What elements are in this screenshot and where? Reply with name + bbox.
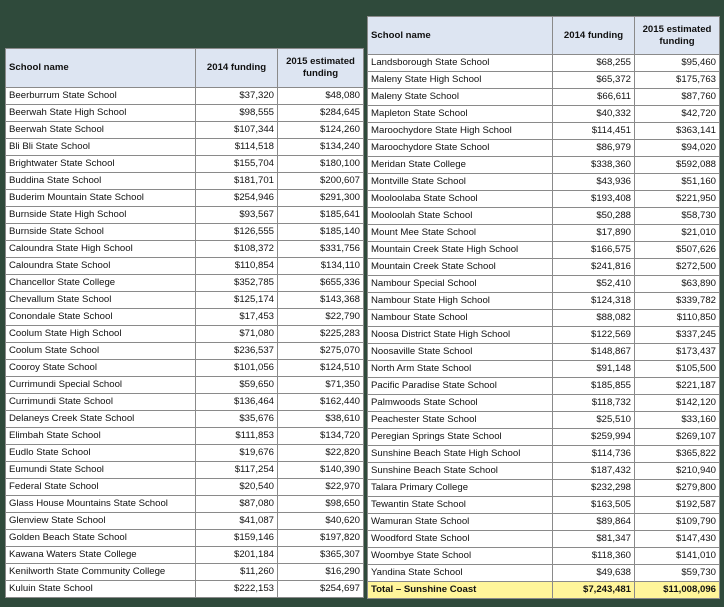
funding-2014-cell: $40,332: [553, 106, 635, 123]
funding-2015-cell: $162,440: [278, 394, 364, 411]
school-name-cell: Beerwah State High School: [6, 105, 196, 122]
funding-2015-cell: $134,720: [278, 428, 364, 445]
funding-table-left: [5, 48, 364, 598]
table-row: [6, 156, 364, 173]
funding-2014-cell: $232,298: [553, 480, 635, 497]
table-row: [368, 310, 720, 327]
table-row: [6, 513, 364, 530]
table-row: [6, 309, 364, 326]
funding-2015-cell: $141,010: [635, 548, 720, 565]
table-row: [6, 326, 364, 343]
funding-2014-cell: $110,854: [196, 258, 278, 275]
funding-2014-cell: $114,736: [553, 446, 635, 463]
funding-2014-cell: $193,408: [553, 191, 635, 208]
funding-2015-cell: $110,850: [635, 310, 720, 327]
school-name-cell: Pacific Paradise State School: [368, 378, 553, 395]
funding-2015-cell: $291,300: [278, 190, 364, 207]
funding-2015-cell: $71,350: [278, 377, 364, 394]
funding-2015-cell: $51,160: [635, 174, 720, 191]
table-row: [6, 411, 364, 428]
table-row: [6, 530, 364, 547]
funding-2015-cell: $365,307: [278, 547, 364, 564]
funding-2015-cell: $331,756: [278, 241, 364, 258]
funding-2014-cell: $126,555: [196, 224, 278, 241]
funding-2015-header: 2015 estimated funding: [278, 49, 364, 88]
funding-2015-cell: $124,510: [278, 360, 364, 377]
school-name-cell: Mapleton State School: [368, 106, 553, 123]
table-row: [368, 140, 720, 157]
funding-2014-cell: $136,464: [196, 394, 278, 411]
funding-2014-cell: $17,890: [553, 225, 635, 242]
funding-2014-cell: $65,372: [553, 72, 635, 89]
table-row: [368, 412, 720, 429]
funding-2015-cell: $143,368: [278, 292, 364, 309]
table-row: [368, 106, 720, 123]
table-row: [368, 531, 720, 548]
table-row: [6, 428, 364, 445]
school-name-cell: Maroochydore State High School: [368, 123, 553, 140]
school-name-cell: Chevallum State School: [6, 292, 196, 309]
funding-2014-cell: $108,372: [196, 241, 278, 258]
table-row: [6, 343, 364, 360]
funding-2015-cell: $22,820: [278, 445, 364, 462]
school-name-cell: Sunshine Beach State High School: [368, 446, 553, 463]
school-name-cell: Glass House Mountains State School: [6, 496, 196, 513]
school-name-cell: Conondale State School: [6, 309, 196, 326]
funding-2014-cell: $259,994: [553, 429, 635, 446]
table-header-row: [368, 17, 720, 55]
funding-table-right: [367, 16, 720, 599]
funding-2015-cell: $221,187: [635, 378, 720, 395]
table-row: [6, 88, 364, 105]
funding-2014-cell: $98,555: [196, 105, 278, 122]
funding-2015-cell: $173,437: [635, 344, 720, 361]
funding-2014-cell: $107,344: [196, 122, 278, 139]
school-name-cell: Talara Primary College: [368, 480, 553, 497]
table-row: [6, 105, 364, 122]
funding-2015-cell: $337,245: [635, 327, 720, 344]
table-row: [368, 208, 720, 225]
table-row: [368, 225, 720, 242]
funding-2014-cell: $66,611: [553, 89, 635, 106]
school-name-cell: Coolum State High School: [6, 326, 196, 343]
funding-2015-cell: $221,950: [635, 191, 720, 208]
table-row: [368, 276, 720, 293]
funding-2015-cell: $507,626: [635, 242, 720, 259]
funding-2014-cell: $87,080: [196, 496, 278, 513]
table-row: [368, 259, 720, 276]
school-name-cell: Kuluin State School: [6, 581, 196, 598]
funding-2015-cell: $225,283: [278, 326, 364, 343]
school-name-cell: Cooroy State School: [6, 360, 196, 377]
school-name-cell: Buddina State School: [6, 173, 196, 190]
funding-2015-cell: $279,800: [635, 480, 720, 497]
school-name-cell: Brightwater State School: [6, 156, 196, 173]
table-row: [6, 258, 364, 275]
table-row: [368, 55, 720, 72]
funding-2014-cell: $11,260: [196, 564, 278, 581]
school-name-cell: Elimbah State School: [6, 428, 196, 445]
school-name-cell: Mooloolaba State School: [368, 191, 553, 208]
table-row: [6, 479, 364, 496]
school-name-cell: Peregian Springs State School: [368, 429, 553, 446]
funding-2015-cell: $16,290: [278, 564, 364, 581]
funding-2014-cell: $236,537: [196, 343, 278, 360]
funding-2014-cell: $49,638: [553, 565, 635, 582]
total-label: Total – Sunshine Coast: [368, 582, 553, 599]
funding-2015-cell: $59,730: [635, 565, 720, 582]
funding-2014-cell: $352,785: [196, 275, 278, 292]
funding-2015-cell: $98,650: [278, 496, 364, 513]
school-name-cell: Coolum State School: [6, 343, 196, 360]
funding-2015-header: 2015 estimated funding: [635, 17, 720, 55]
table-row: [368, 497, 720, 514]
funding-2014-cell: $35,676: [196, 411, 278, 428]
funding-2015-cell: $655,336: [278, 275, 364, 292]
table-row: [368, 293, 720, 310]
total-2015: $11,008,096: [635, 582, 720, 599]
funding-2015-cell: $124,260: [278, 122, 364, 139]
school-name-cell: Eudlo State School: [6, 445, 196, 462]
funding-2014-cell: $86,979: [553, 140, 635, 157]
school-name-cell: Woombye State School: [368, 548, 553, 565]
school-name-cell: Meridan State College: [368, 157, 553, 174]
funding-2014-cell: $91,148: [553, 361, 635, 378]
funding-2015-cell: $339,782: [635, 293, 720, 310]
table-row: [6, 292, 364, 309]
funding-2014-cell: $43,936: [553, 174, 635, 191]
school-name-cell: Noosa District State High School: [368, 327, 553, 344]
funding-2015-cell: $87,760: [635, 89, 720, 106]
table-row: [368, 72, 720, 89]
funding-2014-cell: $50,288: [553, 208, 635, 225]
table-header-row: [6, 49, 364, 88]
funding-2015-cell: $140,390: [278, 462, 364, 479]
funding-2015-cell: $284,645: [278, 105, 364, 122]
funding-2015-cell: $197,820: [278, 530, 364, 547]
funding-2014-cell: $124,318: [553, 293, 635, 310]
funding-2014-cell: $201,184: [196, 547, 278, 564]
school-name-cell: Chancellor State College: [6, 275, 196, 292]
funding-2014-cell: $222,153: [196, 581, 278, 598]
funding-2014-cell: $93,567: [196, 207, 278, 224]
funding-2014-cell: $125,174: [196, 292, 278, 309]
school-name-cell: Eumundi State School: [6, 462, 196, 479]
table-row: [368, 480, 720, 497]
funding-2014-cell: $122,569: [553, 327, 635, 344]
table-row: [6, 224, 364, 241]
funding-2014-header: 2014 funding: [196, 49, 278, 88]
funding-2014-cell: $185,855: [553, 378, 635, 395]
funding-2014-cell: $114,518: [196, 139, 278, 156]
table-row: [6, 445, 364, 462]
school-name-cell: Caloundra State High School: [6, 241, 196, 258]
funding-2014-cell: $166,575: [553, 242, 635, 259]
funding-2014-cell: $19,676: [196, 445, 278, 462]
funding-2015-cell: $94,020: [635, 140, 720, 157]
funding-2014-cell: $81,347: [553, 531, 635, 548]
school-name-cell: Beerburrum State School: [6, 88, 196, 105]
table-row: [368, 514, 720, 531]
table-row: [368, 157, 720, 174]
school-name-cell: Buderim Mountain State School: [6, 190, 196, 207]
school-name-cell: Glenview State School: [6, 513, 196, 530]
school-name-cell: Mountain Creek State School: [368, 259, 553, 276]
funding-2014-cell: $254,946: [196, 190, 278, 207]
table-row: [368, 548, 720, 565]
funding-2014-cell: $111,853: [196, 428, 278, 445]
table-row: [368, 378, 720, 395]
funding-2014-cell: $187,432: [553, 463, 635, 480]
school-name-cell: Bli Bli State School: [6, 139, 196, 156]
school-name-cell: Tewantin State School: [368, 497, 553, 514]
funding-2015-cell: $363,141: [635, 123, 720, 140]
table-row: [368, 89, 720, 106]
funding-2015-cell: $185,140: [278, 224, 364, 241]
table-row: [368, 242, 720, 259]
table-row: [368, 361, 720, 378]
funding-2015-cell: $22,970: [278, 479, 364, 496]
funding-2015-cell: $40,620: [278, 513, 364, 530]
school-name-cell: Kenilworth State Community College: [6, 564, 196, 581]
funding-2015-cell: $42,720: [635, 106, 720, 123]
funding-2015-cell: $38,610: [278, 411, 364, 428]
funding-2014-cell: $338,360: [553, 157, 635, 174]
funding-2014-cell: $159,146: [196, 530, 278, 547]
funding-2015-cell: $63,890: [635, 276, 720, 293]
funding-2015-cell: $185,641: [278, 207, 364, 224]
table-row: [6, 122, 364, 139]
table-row: [6, 190, 364, 207]
school-name-cell: Federal State School: [6, 479, 196, 496]
school-name-cell: Mountain Creek State High School: [368, 242, 553, 259]
school-name-cell: Mooloolah State School: [368, 208, 553, 225]
school-name-cell: Sunshine Beach State School: [368, 463, 553, 480]
funding-2015-cell: $48,080: [278, 88, 364, 105]
table-row: [6, 394, 364, 411]
funding-2014-cell: $20,540: [196, 479, 278, 496]
total-row: [368, 582, 720, 599]
funding-2014-cell: $52,410: [553, 276, 635, 293]
funding-2014-cell: $41,087: [196, 513, 278, 530]
school-name-cell: Maleny State High School: [368, 72, 553, 89]
funding-2015-cell: $210,940: [635, 463, 720, 480]
funding-2015-cell: $109,790: [635, 514, 720, 531]
school-name-cell: North Arm State School: [368, 361, 553, 378]
funding-2014-cell: $68,255: [553, 55, 635, 72]
table-row: [6, 139, 364, 156]
funding-2014-cell: $17,453: [196, 309, 278, 326]
table-row: [368, 565, 720, 582]
school-name-cell: Kawana Waters State College: [6, 547, 196, 564]
table-row: [6, 275, 364, 292]
funding-2014-cell: $71,080: [196, 326, 278, 343]
table-row: [6, 241, 364, 258]
funding-2014-cell: $117,254: [196, 462, 278, 479]
school-name-cell: Wamuran State School: [368, 514, 553, 531]
school-name-cell: Golden Beach State School: [6, 530, 196, 547]
school-name-cell: Maleny State School: [368, 89, 553, 106]
school-name-cell: Nambour Special School: [368, 276, 553, 293]
funding-2014-cell: $25,510: [553, 412, 635, 429]
funding-2014-cell: $148,867: [553, 344, 635, 361]
table-row: [368, 174, 720, 191]
school-name-cell: Burnside State School: [6, 224, 196, 241]
school-name-cell: Maroochydore State School: [368, 140, 553, 157]
table-row: [6, 360, 364, 377]
funding-2014-cell: $181,701: [196, 173, 278, 190]
funding-2015-cell: $33,160: [635, 412, 720, 429]
funding-2014-cell: $155,704: [196, 156, 278, 173]
school-name-header: School name: [6, 49, 196, 88]
funding-2014-cell: $163,505: [553, 497, 635, 514]
school-name-cell: Peachester State School: [368, 412, 553, 429]
funding-2014-cell: $118,360: [553, 548, 635, 565]
total-2014: $7,243,481: [553, 582, 635, 599]
funding-2014-cell: $118,732: [553, 395, 635, 412]
school-name-cell: Beerwah State School: [6, 122, 196, 139]
funding-2014-cell: $241,816: [553, 259, 635, 276]
funding-2015-cell: $175,763: [635, 72, 720, 89]
table-row: [6, 377, 364, 394]
school-name-cell: Currimundi State School: [6, 394, 196, 411]
funding-2014-cell: $89,864: [553, 514, 635, 531]
school-name-cell: Burnside State High School: [6, 207, 196, 224]
funding-2015-cell: $21,010: [635, 225, 720, 242]
table-row: [6, 564, 364, 581]
school-name-cell: Yandina State School: [368, 565, 553, 582]
table-row: [6, 547, 364, 564]
table-row: [368, 123, 720, 140]
funding-2015-cell: $134,240: [278, 139, 364, 156]
funding-2015-cell: $180,100: [278, 156, 364, 173]
funding-2015-cell: $365,822: [635, 446, 720, 463]
funding-2015-cell: $275,070: [278, 343, 364, 360]
school-name-cell: Currimundi Special School: [6, 377, 196, 394]
funding-2014-cell: $101,056: [196, 360, 278, 377]
funding-2015-cell: $134,110: [278, 258, 364, 275]
table-row: [6, 462, 364, 479]
funding-2015-cell: $200,607: [278, 173, 364, 190]
table-row: [368, 446, 720, 463]
table-row: [6, 581, 364, 598]
funding-2015-cell: $142,120: [635, 395, 720, 412]
table-row: [368, 429, 720, 446]
school-name-header: School name: [368, 17, 553, 55]
funding-2015-cell: $269,107: [635, 429, 720, 446]
table-row: [368, 327, 720, 344]
school-name-cell: Nambour State High School: [368, 293, 553, 310]
table-row: [6, 207, 364, 224]
funding-2014-cell: $88,082: [553, 310, 635, 327]
table-row: [368, 395, 720, 412]
school-name-cell: Landsborough State School: [368, 55, 553, 72]
funding-2015-cell: $147,430: [635, 531, 720, 548]
school-name-cell: Montville State School: [368, 174, 553, 191]
table-row: [368, 191, 720, 208]
funding-2015-cell: $105,500: [635, 361, 720, 378]
school-name-cell: Mount Mee State School: [368, 225, 553, 242]
school-name-cell: Nambour State School: [368, 310, 553, 327]
school-name-cell: Delaneys Creek State School: [6, 411, 196, 428]
funding-2015-cell: $95,460: [635, 55, 720, 72]
funding-2015-cell: $272,500: [635, 259, 720, 276]
funding-2015-cell: $592,088: [635, 157, 720, 174]
school-name-cell: Palmwoods State School: [368, 395, 553, 412]
table-row: [368, 463, 720, 480]
table-row: [6, 173, 364, 190]
funding-2014-cell: $37,320: [196, 88, 278, 105]
funding-2015-cell: $192,587: [635, 497, 720, 514]
funding-2014-header: 2014 funding: [553, 17, 635, 55]
table-row: [368, 344, 720, 361]
table-row: [6, 496, 364, 513]
funding-2014-cell: $59,650: [196, 377, 278, 394]
funding-2015-cell: $254,697: [278, 581, 364, 598]
school-name-cell: Caloundra State School: [6, 258, 196, 275]
funding-2014-cell: $114,451: [553, 123, 635, 140]
funding-2015-cell: $58,730: [635, 208, 720, 225]
school-name-cell: Noosaville State School: [368, 344, 553, 361]
funding-2015-cell: $22,790: [278, 309, 364, 326]
school-name-cell: Woodford State School: [368, 531, 553, 548]
